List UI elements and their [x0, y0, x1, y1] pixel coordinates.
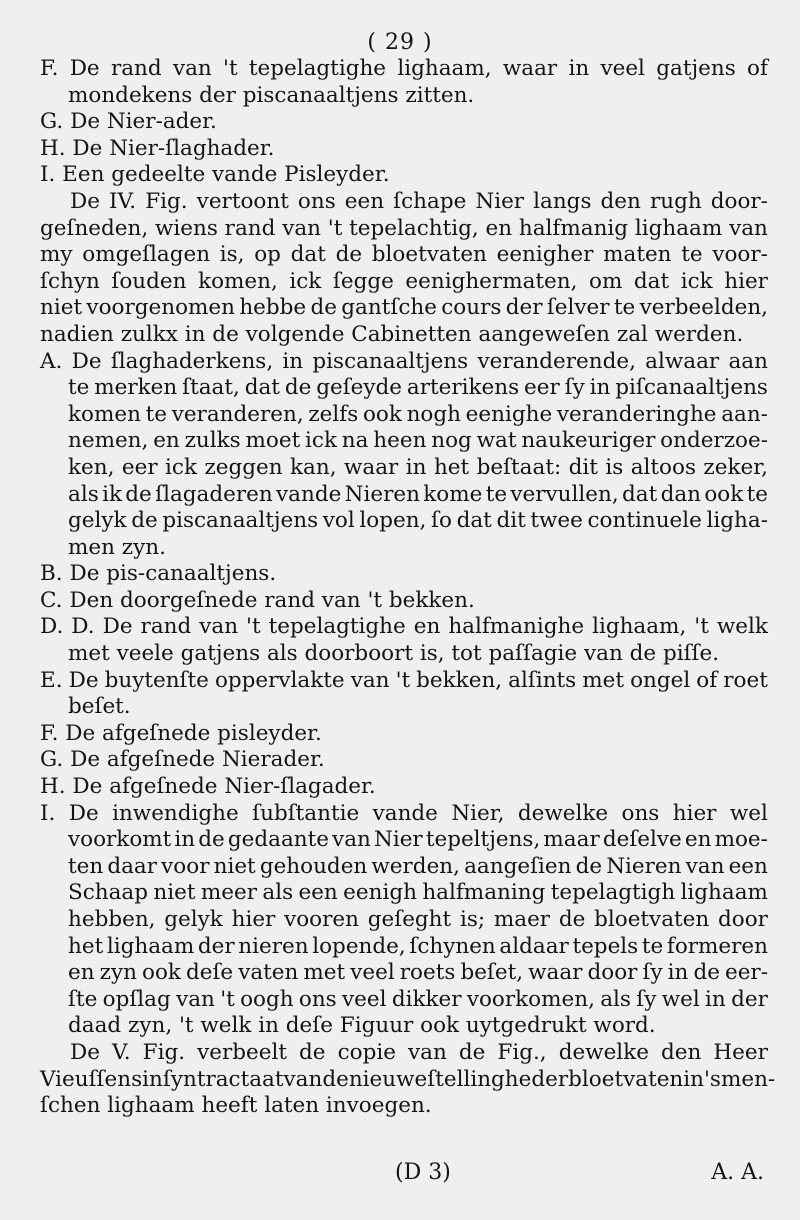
text-line: H. De Nier-ſlaghader. [40, 135, 275, 161]
text-line: H. De afgeſnede Nier-ſlagader. [40, 774, 376, 800]
text-line: I. De inwendighe ſubſtantie vande Nier, dewelke ons hier wel [40, 800, 768, 826]
text-line: te merken ſtaat, dat de geſeyde arterikens eer ſy in piſcanaaltjens [68, 375, 768, 401]
text-line: nadien zulkx in de volgende Cabinetten aangeweſen zal werden. [40, 321, 744, 347]
text-line: De V. Fig. verbeelt de copie van de Fig., dewelke den Heer [70, 1039, 768, 1065]
text-line: beſet. [68, 694, 131, 720]
text-line: B. De pis-canaaltjens. [40, 561, 277, 587]
text-line: Schaap niet meer als een eenigh halfmaning tepelagtigh lighaam [68, 880, 768, 906]
text-line: als ik de ſlagaderen vande Nieren kome te vervullen, dat dan ook te [68, 481, 768, 507]
text-line: ſchen lighaam heeft laten invoegen. [40, 1093, 432, 1119]
text-line: niet voorgenomen hebbe de gantſche cours der ſelver te verbeelden, [40, 295, 768, 321]
text-line: daad zyn, 't welk in deſe Figuur ook uytgedrukt word. [68, 1013, 656, 1039]
text-line: I. Een gedeelte vande Pisleyder. [40, 162, 390, 188]
text-line: E. De buytenſte oppervlakte van 't bekken, alſints met ongel of roet [40, 667, 768, 693]
text-line: komen te veranderen, zelfs ook nogh eenighe veranderinghe aan- [68, 401, 768, 427]
text-line: ſte opſlag van 't oogh ons veel dikker voorkomen, als ſy wel in der [68, 986, 768, 1012]
text-line: ſchyn ſouden komen, ick ſegge eenighermaten, om dat ick hier [40, 268, 768, 294]
text-line: voorkomt in de gedaante van Nier tepeltjens, maar deſelve en moe- [68, 827, 768, 853]
signature-mark: (D 3) [395, 1160, 451, 1185]
text-line: het lighaam der nieren lopende, ſchynen aldaar tepels te formeren [68, 933, 768, 959]
text-line: gelyk de piscanaaltjens vol lopen, ſo dat dit twee continuele ligha- [68, 508, 768, 534]
text-line: Vieuſſens in ſyn tractaat van de nieuwe ſtellinghe der bloetvaten in 's men- [40, 1066, 776, 1092]
text-line: men zyn. [68, 534, 166, 560]
page-text [40, 56, 776, 1120]
text-line: D. D. De rand van 't tepelagtighe en halfmanighe lighaam, 't welk [40, 614, 768, 640]
text-line: nemen, en zulks moet ick na heen nog wat naukeuriger onderzoe- [68, 428, 768, 454]
page-number: ( 29 ) [367, 30, 433, 55]
text-line: F. De afgeſnede pisleyder. [40, 720, 322, 746]
text-line: A. De ſlaghaderkens, in piscanaaltjens veranderende, alwaar aan [40, 348, 768, 374]
page-footer [40, 1160, 768, 1190]
text-line: G. De Nier-ader. [40, 109, 217, 135]
text-line: ten daar voor niet gehouden werden, aangeſien de Nieren van een [68, 853, 768, 879]
text-line: De IV. Fig. vertoont ons een ſchape Nier langs den rugh door- [70, 188, 768, 214]
text-line: en zyn ook deſe vaten met veel roets beſet, waar door ſy in de eer- [68, 960, 768, 986]
text-line: hebben, gelyk hier vooren geſeght is; maer de bloetvaten door [68, 907, 768, 932]
text-line: met veele gatjens als doorboort is, tot paſſagie van de piſſe. [68, 641, 720, 667]
text-line: C. Den doorgeſnede rand van 't bekken. [40, 587, 475, 613]
text-line: geſneden, wiens rand van 't tepelachtig, en halfmanig lighaam van [40, 215, 768, 241]
text-line: mondekens der piscanaaltjens zitten. [68, 82, 475, 108]
text-line: G. De afgeſnede Nierader. [40, 747, 325, 773]
text-line: F. De rand van 't tepelagtighe lighaam, waar in veel gatjens of [40, 56, 768, 81]
text-line: ken, eer ick zeggen kan, waar in het beſtaat: dit is altoos zeker, [68, 454, 768, 480]
catchword: A. A. [711, 1160, 764, 1185]
text-line: my omgeſlagen is, op dat de bloetvaten eenigher maten te voor- [40, 242, 768, 268]
